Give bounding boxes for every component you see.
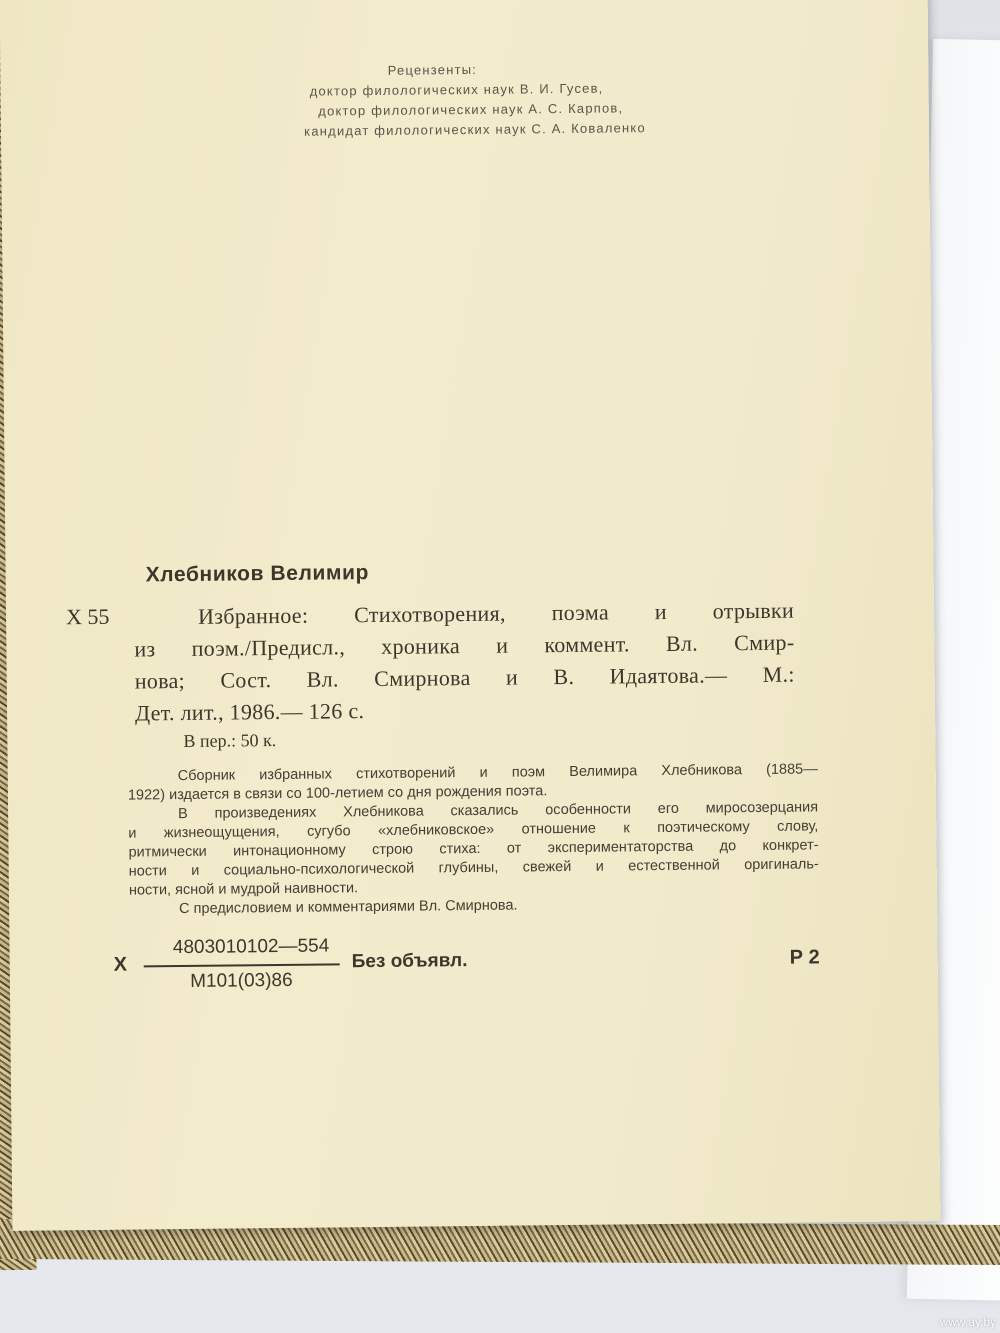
author-name: Хлебников Велимир	[145, 561, 370, 587]
description-line: из поэм./Предисл., хроника и коммент. Вл. Смир-	[134, 629, 795, 662]
classification-code: Х 55	[65, 603, 110, 630]
annotation-line: Сборник избранных стихотворений и поэм Велимира Хлебникова (1885—	[177, 761, 818, 785]
annotation-line: В произведениях Хлебникова сказались особенности его миросозерцания	[178, 799, 819, 823]
imprint-mark: Р 2	[789, 946, 820, 969]
imprint-numerator: 4803010102—554	[172, 935, 330, 959]
description-line: Дет. лит., 1986.— 126 с.	[134, 698, 365, 726]
reviewers-block	[0, 55, 929, 145]
imprint-denominator: М101(03)86	[190, 969, 293, 992]
reviewer-line: доктор филологических наук В. И. Гусев,	[309, 80, 604, 99]
annotation-line: ности, ясной и мудрой наивности.	[128, 880, 359, 899]
bibliographic-description	[134, 595, 795, 730]
annotation-line: 1922) издается в связи со 100-летием со дня рождения поэта.	[127, 783, 548, 804]
imprint-note: Без объявл.	[351, 950, 468, 973]
annotation-line: С предисловием и комментариями Вл. Смирнова.	[179, 897, 518, 918]
annotation-line: и жизнеощущения, сугубо «хлебниковское» отношение к поэтическому слову,	[128, 818, 819, 842]
fraction-bar	[144, 963, 340, 967]
reviewer-line: кандидат филологических наук С. А. Коваленко	[304, 120, 646, 139]
price-line: В пер.: 50 к.	[183, 730, 277, 752]
reviewers-heading: Рецензенты:	[387, 61, 478, 78]
description-line: нова; Сост. Вл. Смирнова и В. Идаятова.— М.:	[134, 661, 795, 694]
imprint-letter: Х	[113, 953, 128, 976]
site-watermark: www.ay.by	[939, 1315, 996, 1329]
description-line: Избранное: Стихотворения, поэма и отрывки	[197, 597, 795, 629]
annotation-line: ности и социально-психологической глубины, свежей и естественной оригиналь-	[128, 856, 819, 880]
reviewer-line: доктор филологических наук А. С. Карпов,	[318, 100, 624, 119]
annotation-line: ритмически интонационному строю стиха: от экспериментаторства до конкрет-	[128, 837, 819, 861]
annotation-block	[128, 760, 820, 919]
